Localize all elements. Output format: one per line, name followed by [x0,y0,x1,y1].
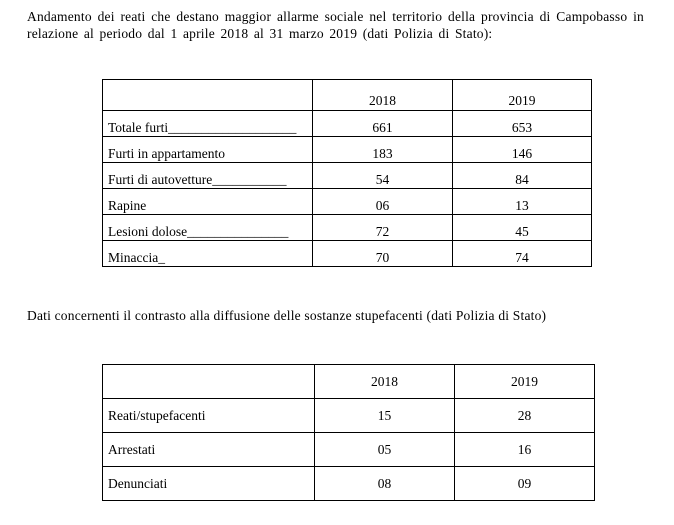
table-header-row [103,365,595,399]
drugs-section-heading: Dati concernenti il contrasto alla diffusione delle sostanze stupefacenti (dati Polizia di Stato) [27,308,547,323]
value-2019: 74 [453,241,592,267]
value-2018: 15 [315,399,455,433]
value-2019: 16 [455,433,595,467]
row-label: Furti in appartamento [103,137,313,163]
table-row [103,189,592,215]
row-label: Minaccia_ [103,241,313,267]
value-2018: 05 [315,433,455,467]
header-year-2018: 2018 [313,80,453,111]
value-2018: 54 [313,163,453,189]
table-row [103,163,592,189]
value-2019: 653 [453,111,592,137]
header-year-2018: 2018 [315,365,455,399]
value-2019: 13 [453,189,592,215]
row-label: Totale furti___________________ [103,111,313,137]
value-2019: 28 [455,399,595,433]
header-empty-cell [103,80,313,111]
drugs-table [102,364,595,501]
value-2019: 146 [453,137,592,163]
header-year-2019: 2019 [455,365,595,399]
crimes-table [102,79,592,267]
row-label: Rapine [103,189,313,215]
header-year-2019: 2019 [453,80,592,111]
intro-paragraph: Andamento dei reati che destano maggior allarme sociale nel territorio della provincia di Campobasso in relazione al periodo dal 1 aprile 2018 al 31 marzo 2019 (dati Polizia di Stato): [27,9,644,41]
row-label: Lesioni dolose_______________ [103,215,313,241]
value-2019: 84 [453,163,592,189]
table-row [103,215,592,241]
table-row [103,399,595,433]
table-row [103,111,592,137]
value-2018: 70 [313,241,453,267]
table-row [103,467,595,501]
row-label: Reati/stupefacenti [103,399,315,433]
value-2018: 06 [313,189,453,215]
header-empty-cell [103,365,315,399]
row-label: Arrestati [103,433,315,467]
value-2018: 661 [313,111,453,137]
value-2019: 09 [455,467,595,501]
value-2019: 45 [453,215,592,241]
row-label: Denunciati [103,467,315,501]
value-2018: 183 [313,137,453,163]
table-row [103,137,592,163]
value-2018: 08 [315,467,455,501]
table-row [103,433,595,467]
value-2018: 72 [313,215,453,241]
row-label: Furti di autovetture___________ [103,163,313,189]
table-row [103,241,592,267]
table-header-row [103,80,592,111]
